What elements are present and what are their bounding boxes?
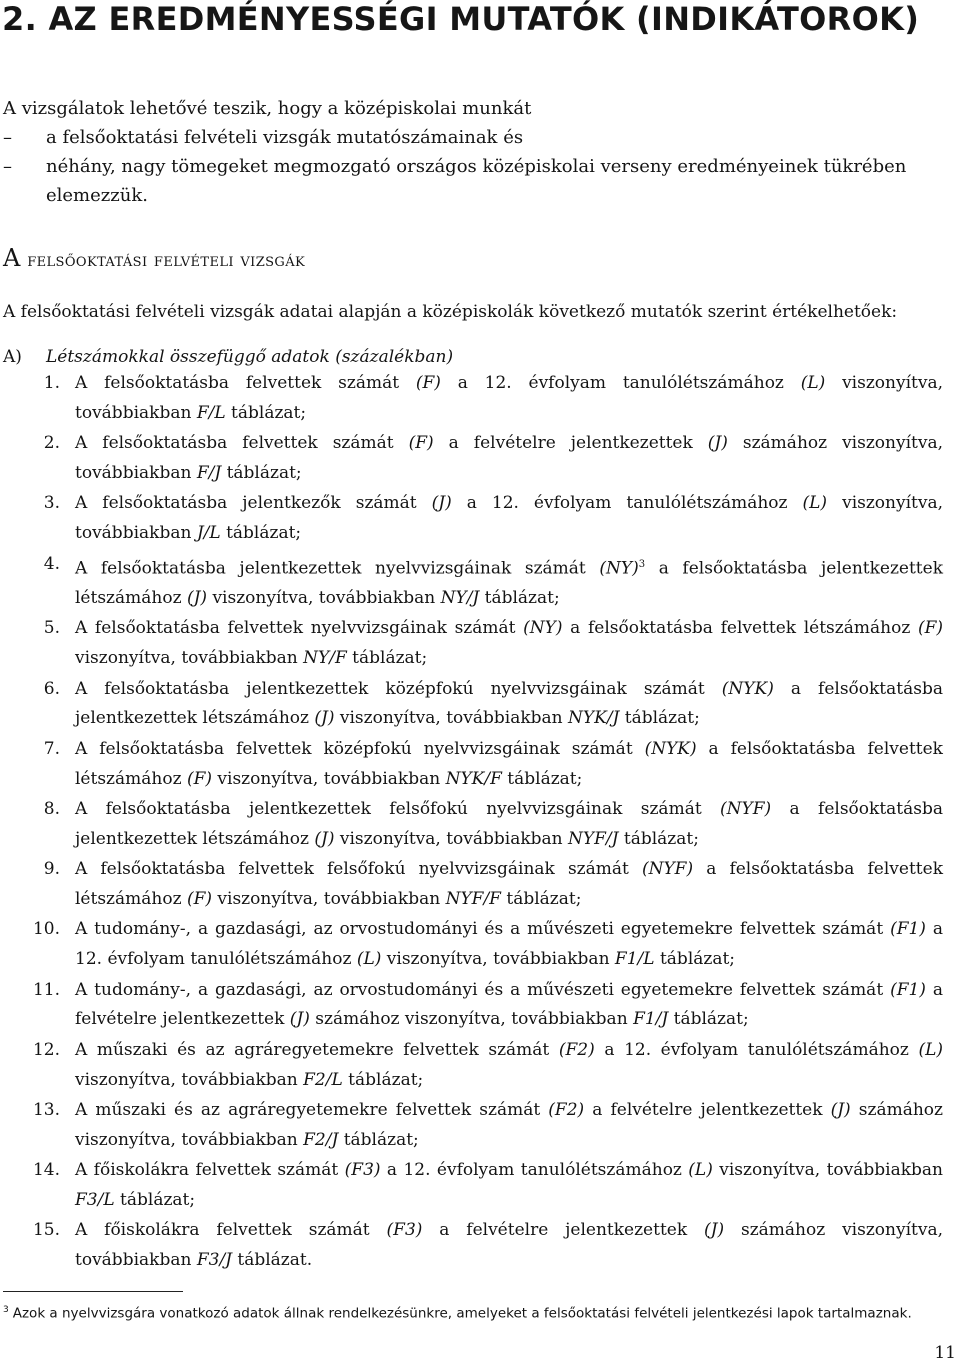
item-number: 4. [43, 553, 60, 574]
item-text: A felsőoktatásba felvettek középfokú nyelvvizsgáinak számát (NYK) a felsőoktatásba felvettek létszámához (F) viszonyítva, továbbiakban NYK/F táblázat; [75, 738, 943, 789]
section-heading-initial: A [3, 244, 21, 272]
list-item [0, 614, 958, 674]
page-number: 11 [934, 1343, 956, 1363]
item-number: 14. [32, 1160, 60, 1181]
item-text: A műszaki és az agráregyetemekre felvettek számát (F2) a felvételre jelentkezettek (J) számához viszonyítva, továbbiakban F2/J táblázat; [75, 1099, 943, 1150]
list-item [0, 675, 958, 735]
item-text: A műszaki és az agráregyetemekre felvettek számát (F2) a 12. évfolyam tanulólétszámához (L) viszonyítva, továbbiakban F2/L táblázat; [75, 1039, 943, 1090]
list-item [0, 855, 958, 915]
item-number: 5. [43, 618, 60, 639]
item-number: 3. [43, 493, 60, 514]
dash-marker: – [3, 156, 12, 177]
intro-line: a felsőoktatási felvételi vizsgák mutatószámainak és [46, 127, 524, 148]
item-number: 2. [43, 433, 60, 454]
item-text: A felsőoktatásba jelentkezők számát (J) a 12. évfolyam tanulólétszámához (L) viszonyítva, továbbiakban J/L táblázat; [75, 493, 944, 544]
intro-line: elemezzük. [46, 185, 148, 206]
list-item [0, 1156, 958, 1216]
intro-dash-item [3, 152, 953, 181]
footnote-text: Azok a nyelvvizsgára vonatkozó adatok állnak rendelkezésünkre, amelyeket a felsőoktatási felvételi jelentkezési lapok tartalmaznak. [12, 1305, 912, 1322]
item-text: A felsőoktatásba felvettek számát (F) a felvételre jelentkezettek (J) számához viszonyítva, továbbiakban F/J táblázat; [75, 433, 943, 483]
item-number: 6. [43, 678, 60, 699]
list-item [0, 1036, 958, 1096]
intro-line: A vizsgálatok lehetővé teszik, hogy a középiskolai munkát [3, 98, 532, 119]
item-number: 11. [32, 979, 60, 1000]
item-text: A felsőoktatásba jelentkezettek felsőfokú nyelvvizsgáinak számát (NYF) a felsőoktatásba jelentkezettek létszámához (J) viszonyítva, továbbiakban NYF/J táblázat; [75, 798, 943, 849]
dash-marker: – [3, 127, 12, 148]
indicator-list [0, 369, 958, 1276]
list-item [0, 550, 958, 614]
subsection-label: A) [3, 347, 22, 367]
item-number: 7. [43, 738, 60, 759]
item-number: 15. [32, 1220, 60, 1241]
item-number: 12. [32, 1039, 60, 1060]
list-item [0, 735, 958, 795]
section-heading-text: felsőoktatási felvételi vizsgák [27, 249, 306, 271]
item-text: A felsőoktatásba felvettek nyelvvizsgáinak számát (NY) a felsőoktatásba felvettek létszámához (F) viszonyítva, továbbiakban NY/F táblázat; [75, 618, 943, 669]
intro-dash-item [3, 123, 953, 152]
footnote-divider [3, 1291, 183, 1292]
list-item [0, 795, 958, 855]
list-item [0, 369, 958, 429]
list-item [0, 1216, 958, 1276]
item-text: A felsőoktatásba felvettek számát (F) a 12. évfolyam tanulólétszámához (L) viszonyítva, továbbiakban F/L táblázat; [75, 373, 943, 423]
item-text: A felsőoktatásba felvettek felsőfokú nyelvvizsgáinak számát (NYF) a felsőoktatásba felvettek létszámához (F) viszonyítva, továbbiakban NYF/F táblázat; [75, 859, 943, 909]
intro-line: néhány, nagy tömegeket megmozgató országos középiskolai verseny eredményeinek tükrében [46, 156, 907, 177]
footnote [3, 1301, 912, 1323]
list-item [0, 976, 958, 1036]
intro-paragraph [3, 94, 953, 210]
item-number: 10. [32, 919, 60, 940]
item-text: A felsőoktatásba jelentkezettek nyelvvizsgáinak számát (NY)$^3$ a felsőoktatásba jelentkezettek létszámához (J) viszonyítva, továbbiakban NY/J táblázat; [75, 558, 944, 609]
item-text: A tudomány-, a gazdasági, az orvostudományi és a művészeti egyetemekre felvettek számát (F1) a 12. évfolyam tanulólétszámához (L) viszonyítva, továbbiakban F1/L táblázat; [75, 919, 943, 970]
item-number: 1. [43, 373, 60, 393]
item-number: 9. [43, 859, 60, 880]
list-item [0, 915, 958, 975]
lead-paragraph: A felsőoktatási felvételi vizsgák adatai alapján a középiskolák következő mutatók szerint értékelhetőek: [3, 302, 898, 322]
list-item [0, 1096, 958, 1156]
item-text: A főiskolákra felvettek számát (F3) a felvételre jelentkezettek (J) számához viszonyítva, továbbiakban F3/J táblázat. [75, 1220, 943, 1271]
list-item [0, 429, 958, 489]
list-item [0, 489, 958, 549]
item-text: A főiskolákra felvettek számát (F3) a 12. évfolyam tanulólétszámához (L) viszonyítva, továbbiakban F3/L táblázat; [75, 1160, 943, 1210]
item-text: A tudomány-, a gazdasági, az orvostudományi és a művészeti egyetemekre felvettek számát (F1) a felvételre jelentkezettek (J) számához viszonyítva, továbbiakban F1/J táblázat; [75, 979, 943, 1030]
subsection-a [3, 343, 453, 371]
chapter-title: 2. AZ EREDMÉNYESSÉGI MUTATÓK (INDIKÁTOROK) [2, 0, 920, 38]
item-number: 13. [32, 1099, 60, 1120]
item-number: 8. [43, 798, 60, 819]
item-text: A felsőoktatásba jelentkezettek középfokú nyelvvizsgáinak számát (NYK) a felsőoktatásba jelentkezettek létszámához (J) viszonyítva, továbbiakban NYK/J táblázat; [75, 678, 943, 729]
subsection-title: Létszámokkal összefüggő adatok (százalékban) [46, 347, 454, 367]
footnote-mark: 3 [3, 1305, 9, 1315]
section-heading [3, 244, 305, 272]
